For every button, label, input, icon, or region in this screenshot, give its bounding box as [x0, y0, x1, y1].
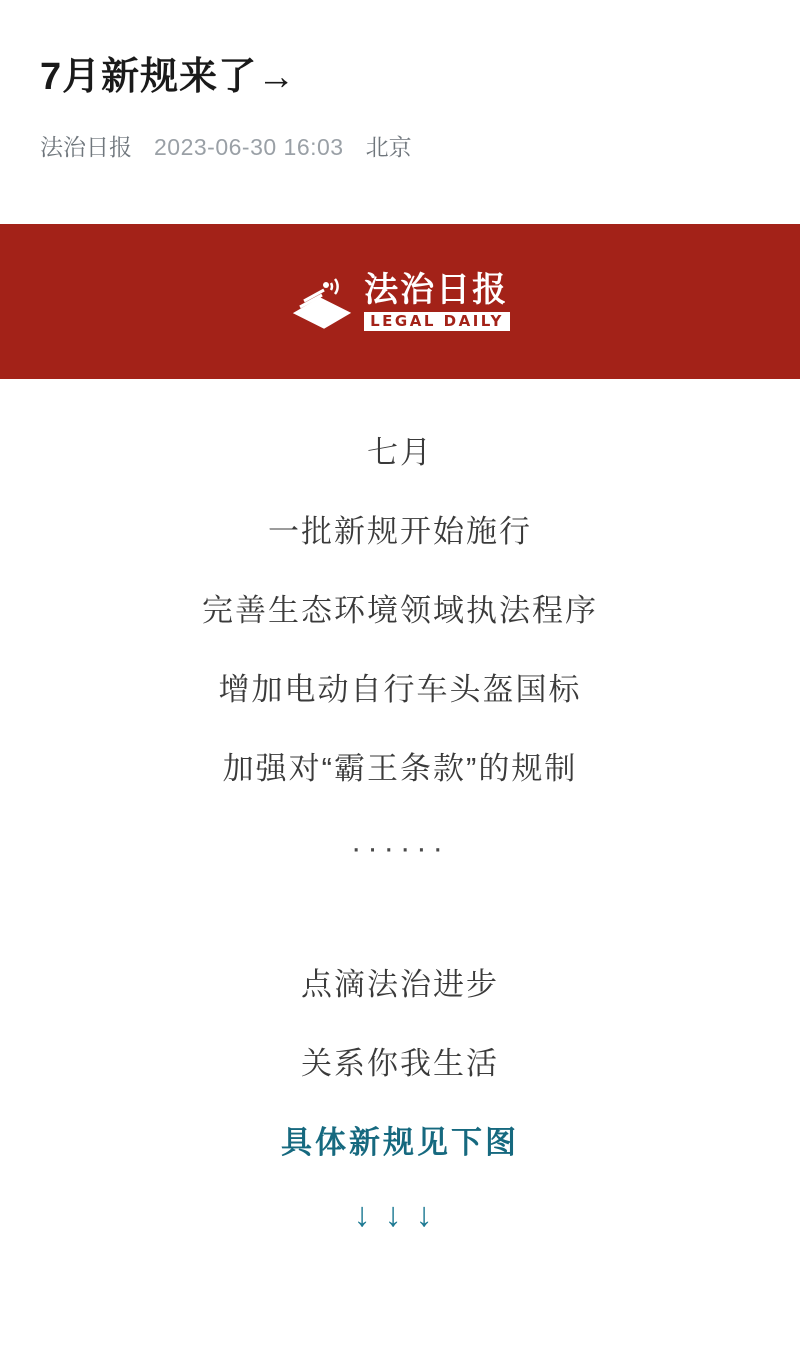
publisher-logo	[290, 270, 510, 331]
body-line: 七月	[367, 435, 433, 471]
body-line: 完善生态环境领域执法程序	[202, 593, 598, 629]
body-closing-line: 点滴法治进步	[301, 967, 499, 1003]
article-source: 法治日报	[40, 134, 132, 161]
publisher-banner	[0, 224, 800, 379]
publisher-logo-text	[364, 270, 510, 331]
see-details-link[interactable]: 具体新规见下图	[281, 1125, 519, 1161]
article-body	[0, 435, 800, 1235]
down-arrows-icon: ↓↓↓	[353, 1196, 447, 1235]
article-meta	[40, 129, 760, 162]
body-line: 增加电动自行车头盔国标	[218, 672, 582, 708]
publisher-name-cn: 法治日报	[364, 270, 509, 309]
article-location: 北京	[365, 134, 412, 161]
publisher-name-en: LEGAL DAILY	[364, 312, 510, 331]
article-datetime: 2023-06-30 16:03	[154, 134, 344, 161]
body-line: 一批新规开始施行	[268, 514, 532, 550]
newspaper-logo-icon	[290, 273, 354, 331]
body-line: 加强对“霸王条款”的规制	[222, 751, 578, 787]
page-title: 7月新规来了→	[40, 56, 297, 98]
body-spacer	[0, 925, 800, 969]
article-container	[0, 0, 800, 162]
body-ellipsis: ······	[351, 830, 449, 866]
body-closing-line: 关系你我生活	[301, 1046, 499, 1082]
